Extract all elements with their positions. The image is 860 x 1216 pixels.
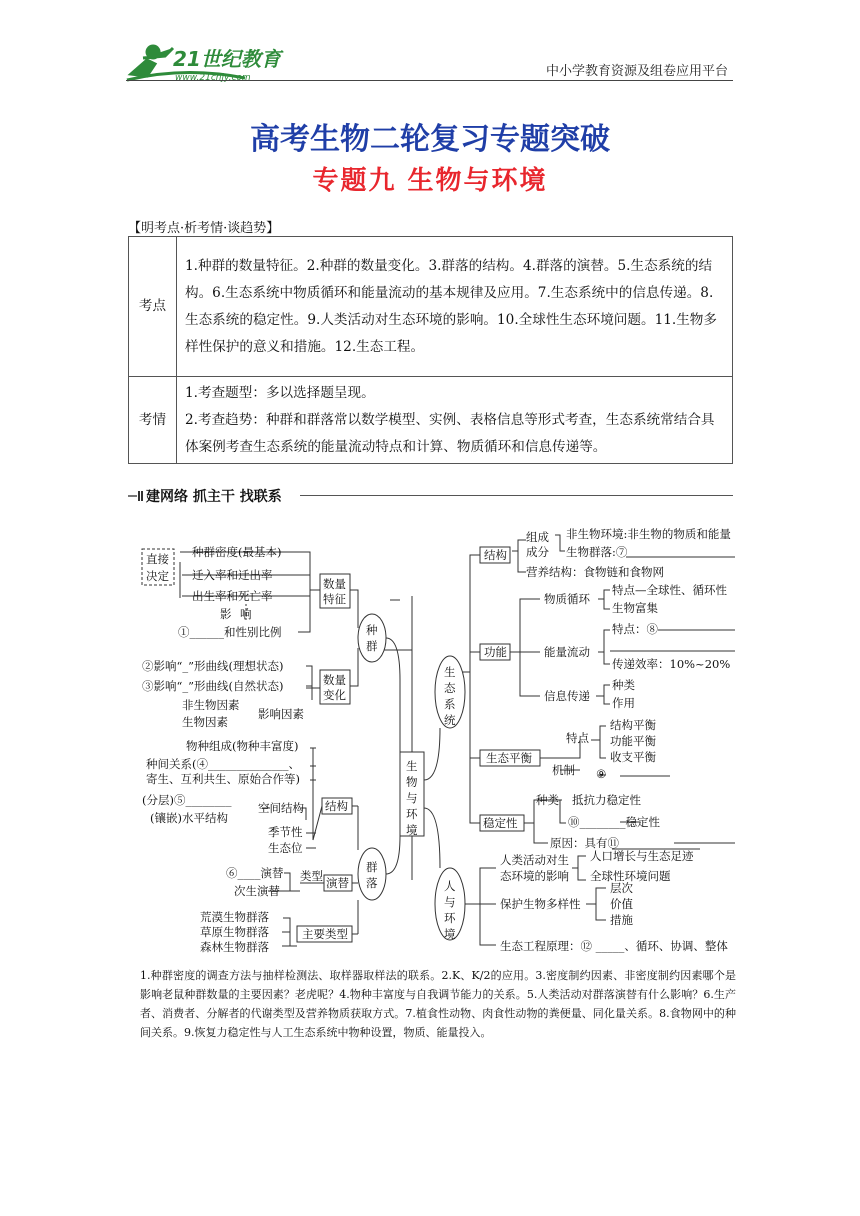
functional-balance: 功能平衡 — [610, 734, 656, 748]
logo-text: 21世纪教育 — [173, 47, 281, 71]
resistance: 抵抗力稳定性 — [572, 793, 641, 807]
stability-label: 稳定性 — [483, 816, 518, 830]
levels: 层次 — [610, 881, 633, 895]
population-footprint: 人口增长与生态足迹 — [590, 849, 694, 863]
human-label-4: 境 — [444, 927, 456, 941]
human-impact-2: 态环境的影响 — [500, 869, 569, 883]
row-key: 考情 — [129, 377, 177, 464]
biodiversity: 保护生物多样性 — [500, 897, 581, 911]
type-label: 类型 — [300, 869, 323, 883]
s-curve: ③影响“_”形曲线(自然状态) — [142, 679, 284, 693]
qty-feature-2: 特征 — [323, 592, 346, 606]
j-curve: ②影响“_”形曲线(理想状态) — [142, 659, 284, 673]
stability-kinds: 种类 — [536, 793, 559, 807]
community-label-1: 群 — [366, 860, 378, 874]
row-value: 1.种群的数量特征。2.种群的数量变化。3.群落的结构。4.群落的演替。5.生态系统的结构。6.生态系统中物质循环和能量流动的基本规律及应用。7.生态系统中的信息传递。8.生态系统的稳定性。9.人类活动对生态环境的影响。10.全球性生态环境问题。11.生物多样性保护的意义和措施。12.生态工程。 — [177, 237, 733, 377]
matter-cycle: 物质循环 — [544, 592, 590, 606]
desert-community: 荒漠生物群落 — [200, 910, 269, 924]
seasonality: 季节性 — [268, 825, 303, 839]
balance-feature: 特点 — [566, 731, 589, 745]
biomagnification: 生物富集 — [612, 601, 658, 615]
center-label-2: 物 — [406, 775, 418, 789]
mechanism-label: 机制 — [552, 763, 575, 777]
eco-label-1: 生 — [444, 665, 456, 679]
center-label-4: 环 — [406, 807, 418, 821]
biocommunity: 生物群落:⑦ — [566, 545, 628, 559]
niche: 生态位 — [268, 841, 303, 855]
density-label: 种群密度(最基本) — [192, 545, 282, 559]
mosaic: (镶嵌)水平结构 — [150, 811, 228, 825]
secondary-succession: 次生演替 — [234, 884, 280, 898]
measures: 措施 — [610, 913, 633, 927]
info-transfer: 信息传递 — [544, 689, 590, 703]
network-title: 建网络 抓主干 找联系 — [146, 489, 282, 505]
transfer-efficiency: 传递效率：10%~20% — [612, 657, 731, 671]
succession-label: 演替 — [326, 876, 349, 890]
row-value: 1.考查题型：多以选择题呈现。 2.考查趋势：种群和群落常以数学模型、实例、表格信息等形式考查，生态系统常结合具体案例考查生态系统的能量流动特点和计算、物质循环和信息传递等。 — [177, 377, 733, 464]
eco-label-3: 系 — [444, 697, 456, 711]
qty-change-2: 变化 — [323, 688, 346, 702]
human-label-2: 与 — [444, 895, 456, 909]
forest-community: 森林生物群落 — [200, 940, 269, 954]
primary-succession: ⑥____演替 — [226, 866, 284, 880]
resilience: ⑩________稳定性 — [568, 815, 660, 829]
eco-label-4: 统 — [444, 713, 456, 727]
section-label: 【明考点·析考情·谈趋势】 — [128, 221, 280, 236]
platform-name: 中小学教育资源及组卷应用平台 — [545, 64, 728, 79]
human-impact-1: 人类活动对生 — [500, 853, 569, 867]
population-node — [358, 614, 386, 662]
mechanism-9: ⑨ — [596, 767, 607, 781]
eco-label-2: 态 — [444, 681, 456, 695]
function-label: 功能 — [484, 645, 507, 659]
influence-factors: 影响因素 — [258, 707, 304, 721]
page-title: 高考生物二轮复习专题突破 — [250, 122, 610, 157]
direct-1: 直接 — [146, 552, 169, 566]
community-label-2: 落 — [366, 876, 378, 890]
center-label-3: 与 — [406, 791, 418, 805]
info-roles: 作用 — [612, 696, 635, 710]
balance-label: 生态平衡 — [486, 751, 532, 765]
info-kinds: 种类 — [612, 678, 635, 692]
page-subtitle: 专题九 生物与环境 — [312, 166, 548, 196]
qty-feature-1: 数量 — [323, 577, 346, 591]
notes-paragraph: 1.种群密度的调查方法与抽样检测法、取样器取样法的联系。2.K、K/2的应用。3.密度制约因素、非密度制约因素哪个是影响老鼠种群数量的主要因素？老虎呢？4.物种丰富度与自我调节能力的关系。5.人类活动对群落演替有什么影响？6.生产者、消费者、分解者的代谢类型及营养物质获取方式。7.植食性动物、肉食性动物的粪便量、同化量关系。8.食物网中的种间关系。9.恢复力稳定性与人工生态系统中物种设置，物质、能量投入。 — [140, 969, 736, 1039]
budget-balance: 收支平衡 — [610, 750, 656, 764]
stability-reason: 原因：具有⑪ — [550, 836, 619, 850]
energy-flow: 能量流动 — [544, 645, 590, 659]
interspecies-2: 寄生、互利共生、原始合作等) — [146, 772, 300, 786]
eco-engineering: 生态工程原理：⑫ _____、循环、协调、整体 — [500, 939, 728, 953]
row-key: 考点 — [129, 237, 177, 377]
abiotic-factor: 非生物因素 — [182, 698, 240, 712]
species-composition: 物种组成(物种丰富度) — [186, 739, 299, 753]
components: 成分 — [526, 545, 549, 559]
center-label-5: 境 — [406, 823, 418, 837]
biotic-factor: 生物因素 — [182, 715, 228, 729]
migration-label: 迁入率和迁出率 — [192, 568, 273, 582]
composition: 组成 — [526, 530, 549, 544]
interspecies-1: 种间关系(④______________、 — [146, 757, 300, 771]
global-cycle: 特点—全球性、循环性 — [612, 583, 727, 597]
abiotic-env: 非生物环境:非生物的物质和能量 — [566, 527, 731, 541]
population-label-2: 群 — [366, 639, 378, 653]
direct-2: 决定 — [146, 569, 169, 583]
influence-1: 影 — [220, 607, 232, 621]
age-label: ①______和性别比例 — [178, 625, 282, 639]
community-node — [358, 848, 386, 900]
center-label-1: 生 — [406, 759, 418, 773]
spatial-structure: 空间结构 — [258, 801, 304, 815]
energy-feature: 特点：⑧ — [612, 622, 658, 636]
trophic-structure: 营养结构：食物链和食物网 — [526, 565, 664, 579]
values: 价值 — [610, 897, 633, 911]
structure-label: 结构 — [325, 799, 348, 813]
structural-balance: 结构平衡 — [610, 718, 656, 732]
population-label-1: 种 — [366, 623, 378, 637]
qty-change-1: 数量 — [323, 673, 346, 687]
human-label-1: 人 — [444, 879, 456, 893]
logo-url: www.21cnjy.com — [175, 73, 251, 83]
influence-2: 响 — [240, 607, 252, 621]
layering: (分层)⑤________ — [142, 793, 232, 807]
human-label-3: 环 — [444, 911, 456, 925]
main-types: 主要类型 — [302, 927, 348, 941]
global-issues: 全球性环境问题 — [590, 869, 671, 883]
birth-label: 出生率和死亡率 — [192, 589, 273, 603]
grassland-community: 草原生物群落 — [200, 925, 269, 939]
eco-structure: 结构 — [484, 548, 507, 562]
